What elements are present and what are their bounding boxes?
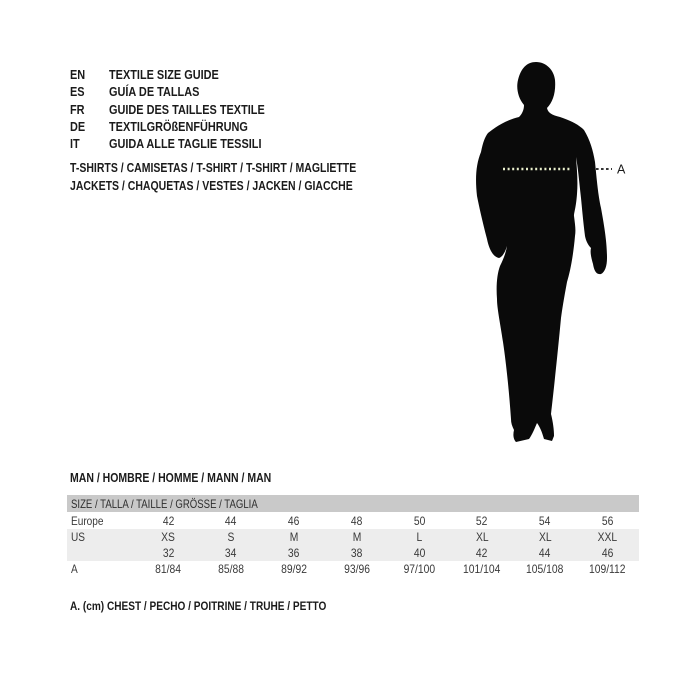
cell-value: L <box>416 530 423 544</box>
section-title-man <box>70 471 310 485</box>
table-cell <box>137 546 200 560</box>
table-cell <box>388 546 451 560</box>
table-cell <box>514 514 577 528</box>
cell-value: 48 <box>350 514 363 528</box>
cell-value: 89/92 <box>280 562 307 576</box>
language-label: TEXTILGRÖßENFÜHRUNG <box>109 118 248 134</box>
table-cell <box>325 562 388 576</box>
table-cell <box>514 530 577 544</box>
row-label-text: A <box>71 562 78 576</box>
table-cell <box>388 530 451 544</box>
language-label: GUIDA ALLE TAGLIE TESSILI <box>109 136 262 152</box>
cell-value: 81/84 <box>155 562 182 576</box>
cell-value: 32 <box>162 546 175 560</box>
cell-value: 85/88 <box>218 562 245 576</box>
language-label: GUIDE DES TAILLES TEXTILE <box>109 101 265 117</box>
cell-value: M <box>289 530 299 544</box>
table-cell <box>388 514 451 528</box>
cell-value: 93/96 <box>343 562 370 576</box>
table-cell <box>576 562 639 576</box>
table-cell <box>576 530 639 544</box>
language-code-text: FR <box>70 101 85 117</box>
table-cell <box>514 546 577 560</box>
cell-value: 42 <box>476 546 488 560</box>
table-cell <box>388 562 451 576</box>
table-cell <box>325 530 388 544</box>
man-silhouette-shape <box>476 62 607 442</box>
language-code-text: ES <box>70 84 85 100</box>
table-cell <box>263 530 326 544</box>
row-label <box>67 514 137 528</box>
table-cell <box>325 514 388 528</box>
language-list <box>70 66 294 152</box>
measure-label-a: A <box>617 162 626 177</box>
cell-value: 109/112 <box>589 562 626 576</box>
cell-value: 54 <box>539 514 551 528</box>
table-cell <box>576 546 639 560</box>
size-table-header-text: SIZE / TALLA / TAILLE / GRÖSSE / TAGLIA <box>71 496 258 511</box>
cell-value: 34 <box>225 546 237 560</box>
language-code <box>70 101 109 118</box>
table-cell <box>263 562 326 576</box>
cell-value: XL <box>475 530 489 544</box>
garment-types <box>70 160 411 195</box>
table-cell <box>263 514 326 528</box>
cell-value: M <box>352 530 361 544</box>
cell-value: 40 <box>413 546 426 560</box>
language-code-text: IT <box>70 136 80 152</box>
language-code <box>70 135 109 152</box>
table-row-europe <box>67 513 639 529</box>
measurement-footnote-text: A. (cm) CHEST / PECHO / POITRINE / TRUHE / PETTO <box>70 599 327 613</box>
size-table <box>67 495 639 577</box>
garment-type-tshirts <box>70 160 411 178</box>
language-code-text: EN <box>70 67 86 82</box>
table-cell <box>137 514 200 528</box>
cell-value: XL <box>538 530 552 544</box>
language-row-en <box>70 66 294 83</box>
table-row-us <box>67 529 639 545</box>
language-label: TEXTILE SIZE GUIDE <box>109 67 219 82</box>
table-cell <box>200 530 263 544</box>
row-label-text: Europe <box>71 514 104 528</box>
cell-value: XS <box>161 530 176 544</box>
language-row-fr <box>70 101 294 118</box>
language-code <box>70 66 109 83</box>
row-label <box>67 530 137 544</box>
table-cell <box>200 514 263 528</box>
cell-value: S <box>227 530 235 544</box>
table-cell <box>451 530 514 544</box>
table-row-chest <box>67 561 639 577</box>
cell-value: 50 <box>413 514 426 528</box>
cell-value: 36 <box>288 546 300 560</box>
cell-value: 105/108 <box>526 562 564 576</box>
table-cell <box>451 546 514 560</box>
cell-value: 42 <box>162 514 175 528</box>
row-label <box>67 562 137 576</box>
language-row-it <box>70 135 294 152</box>
language-row-es <box>70 83 294 100</box>
table-cell <box>137 562 200 576</box>
cell-value: 101/104 <box>463 562 501 576</box>
table-cell <box>325 546 388 560</box>
garment-type-text: T-SHIRTS / CAMISETAS / T-SHIRT / T-SHIRT / MAGLIETTE <box>70 161 357 175</box>
cell-value: 97/100 <box>403 562 436 576</box>
garment-type-jackets <box>70 178 411 196</box>
table-cell <box>451 514 514 528</box>
male-silhouette-figure <box>474 58 629 448</box>
measurement-footnote <box>70 599 375 613</box>
row-label-text: US <box>71 530 86 544</box>
cell-value: 46 <box>288 514 300 528</box>
language-row-de <box>70 118 294 135</box>
table-cell <box>514 562 577 576</box>
cell-value: 46 <box>601 546 614 560</box>
table-row-us-numeric <box>67 545 639 561</box>
language-code <box>70 118 109 135</box>
table-cell <box>576 514 639 528</box>
language-label: GUÍA DE TALLAS <box>109 84 200 100</box>
cell-value: XXL <box>597 530 618 544</box>
cell-value: 52 <box>476 514 488 528</box>
language-code <box>70 83 109 100</box>
cell-value: 44 <box>539 546 551 560</box>
table-cell <box>200 562 263 576</box>
cell-value: 44 <box>225 514 237 528</box>
table-cell <box>200 546 263 560</box>
table-cell <box>137 530 200 544</box>
size-table-header <box>67 495 639 512</box>
language-code-text: DE <box>70 118 86 134</box>
table-cell <box>451 562 514 576</box>
table-cell <box>263 546 326 560</box>
garment-type-text: JACKETS / CHAQUETAS / VESTES / JACKEN / GIACCHE <box>70 178 353 193</box>
cell-value: 56 <box>601 514 614 528</box>
section-title-text: MAN / HOMBRE / HOMME / MANN / MAN <box>70 471 272 485</box>
row-label <box>67 546 137 560</box>
cell-value: 38 <box>350 546 363 560</box>
